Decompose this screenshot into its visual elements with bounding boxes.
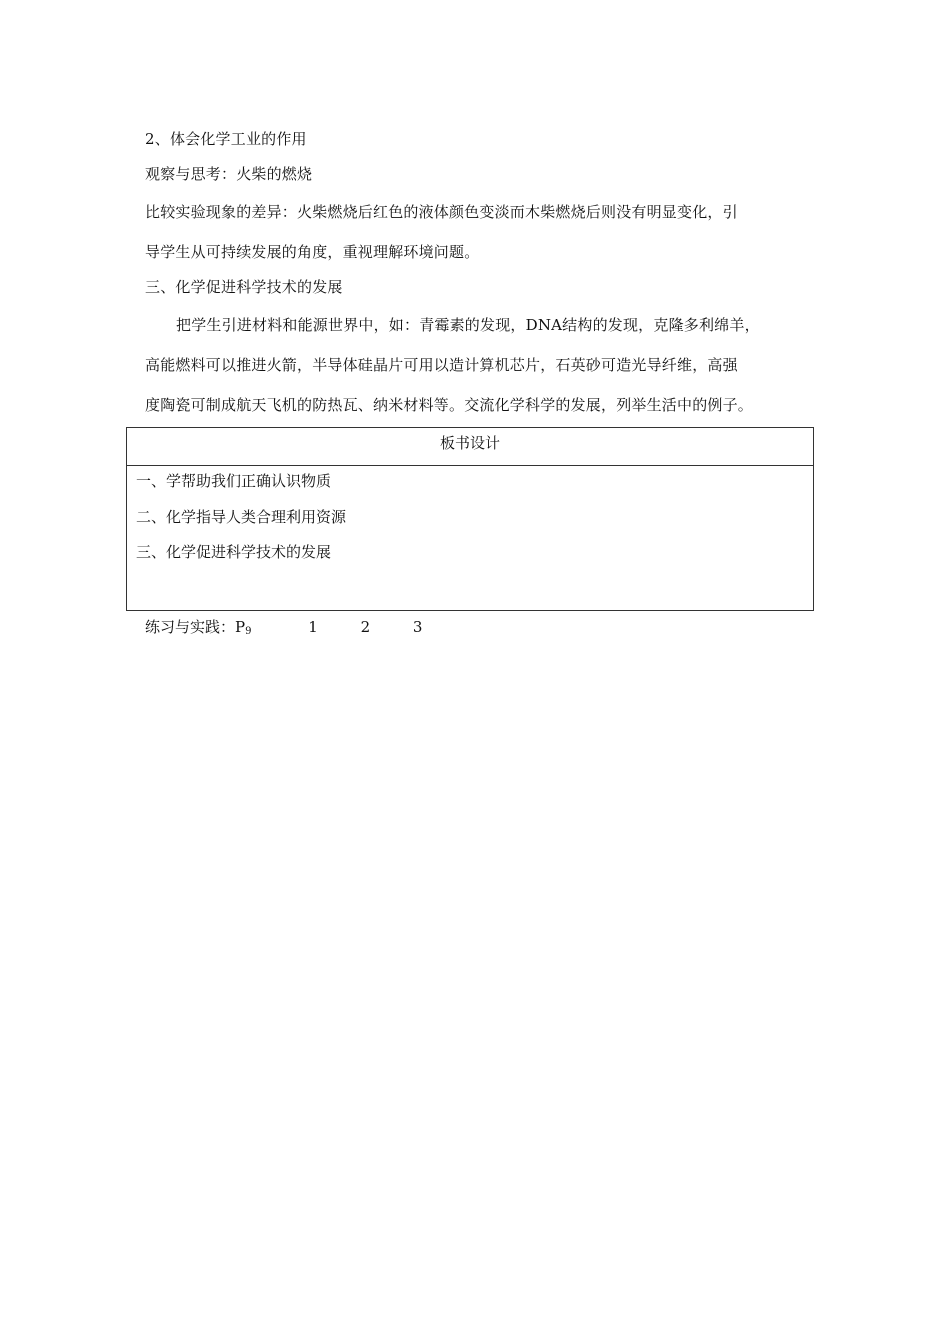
- compare-paragraph-line-2: 导学生从可持续发展的角度，重视理解环境问题。: [145, 243, 480, 261]
- board-item-1: 一、学帮助我们正确认识物质: [136, 472, 332, 490]
- board-design-title: 板书设计: [127, 428, 813, 466]
- board-item-2: 二、化学指导人类合理利用资源: [136, 508, 347, 526]
- practice-number-2: 2: [360, 618, 371, 636]
- materials-paragraph-line-2: 高能燃料可以推进火箭，半导体硅晶片可用以造计算机芯片，石英砂可造光导纤维，高强: [145, 356, 738, 374]
- practice-line: [145, 616, 422, 637]
- observe-think-line: 观察与思考：火柴的燃烧: [145, 165, 313, 183]
- practice-number-3: 3: [412, 618, 423, 636]
- practice-number-1: 1: [308, 618, 318, 636]
- materials-paragraph-line-1: 把学生引进材料和能源世界中，如：青霉素的发现，DNA结构的发现，克隆多利绵羊，: [176, 316, 760, 334]
- practice-label: 练习与实践：P: [145, 618, 246, 636]
- heading-industry-role: 2、体会化学工业的作用: [145, 130, 307, 148]
- materials-paragraph-line-3: 度陶瓷可制成航天飞机的防热瓦、纳米材料等。交流化学科学的发展，列举生活中的例子。: [145, 396, 754, 414]
- board-design-table: [126, 427, 814, 611]
- board-item-3: 三、化学促进科学技术的发展: [136, 543, 332, 561]
- compare-paragraph-line-1: 比较实验现象的差异：火柴燃烧后红色的液体颜色变淡而木柴燃烧后则没有明显变化，引: [145, 203, 738, 221]
- practice-page-subscript: 9: [245, 626, 252, 637]
- section-heading-science-tech: 三、化学促进科学技术的发展: [145, 278, 343, 296]
